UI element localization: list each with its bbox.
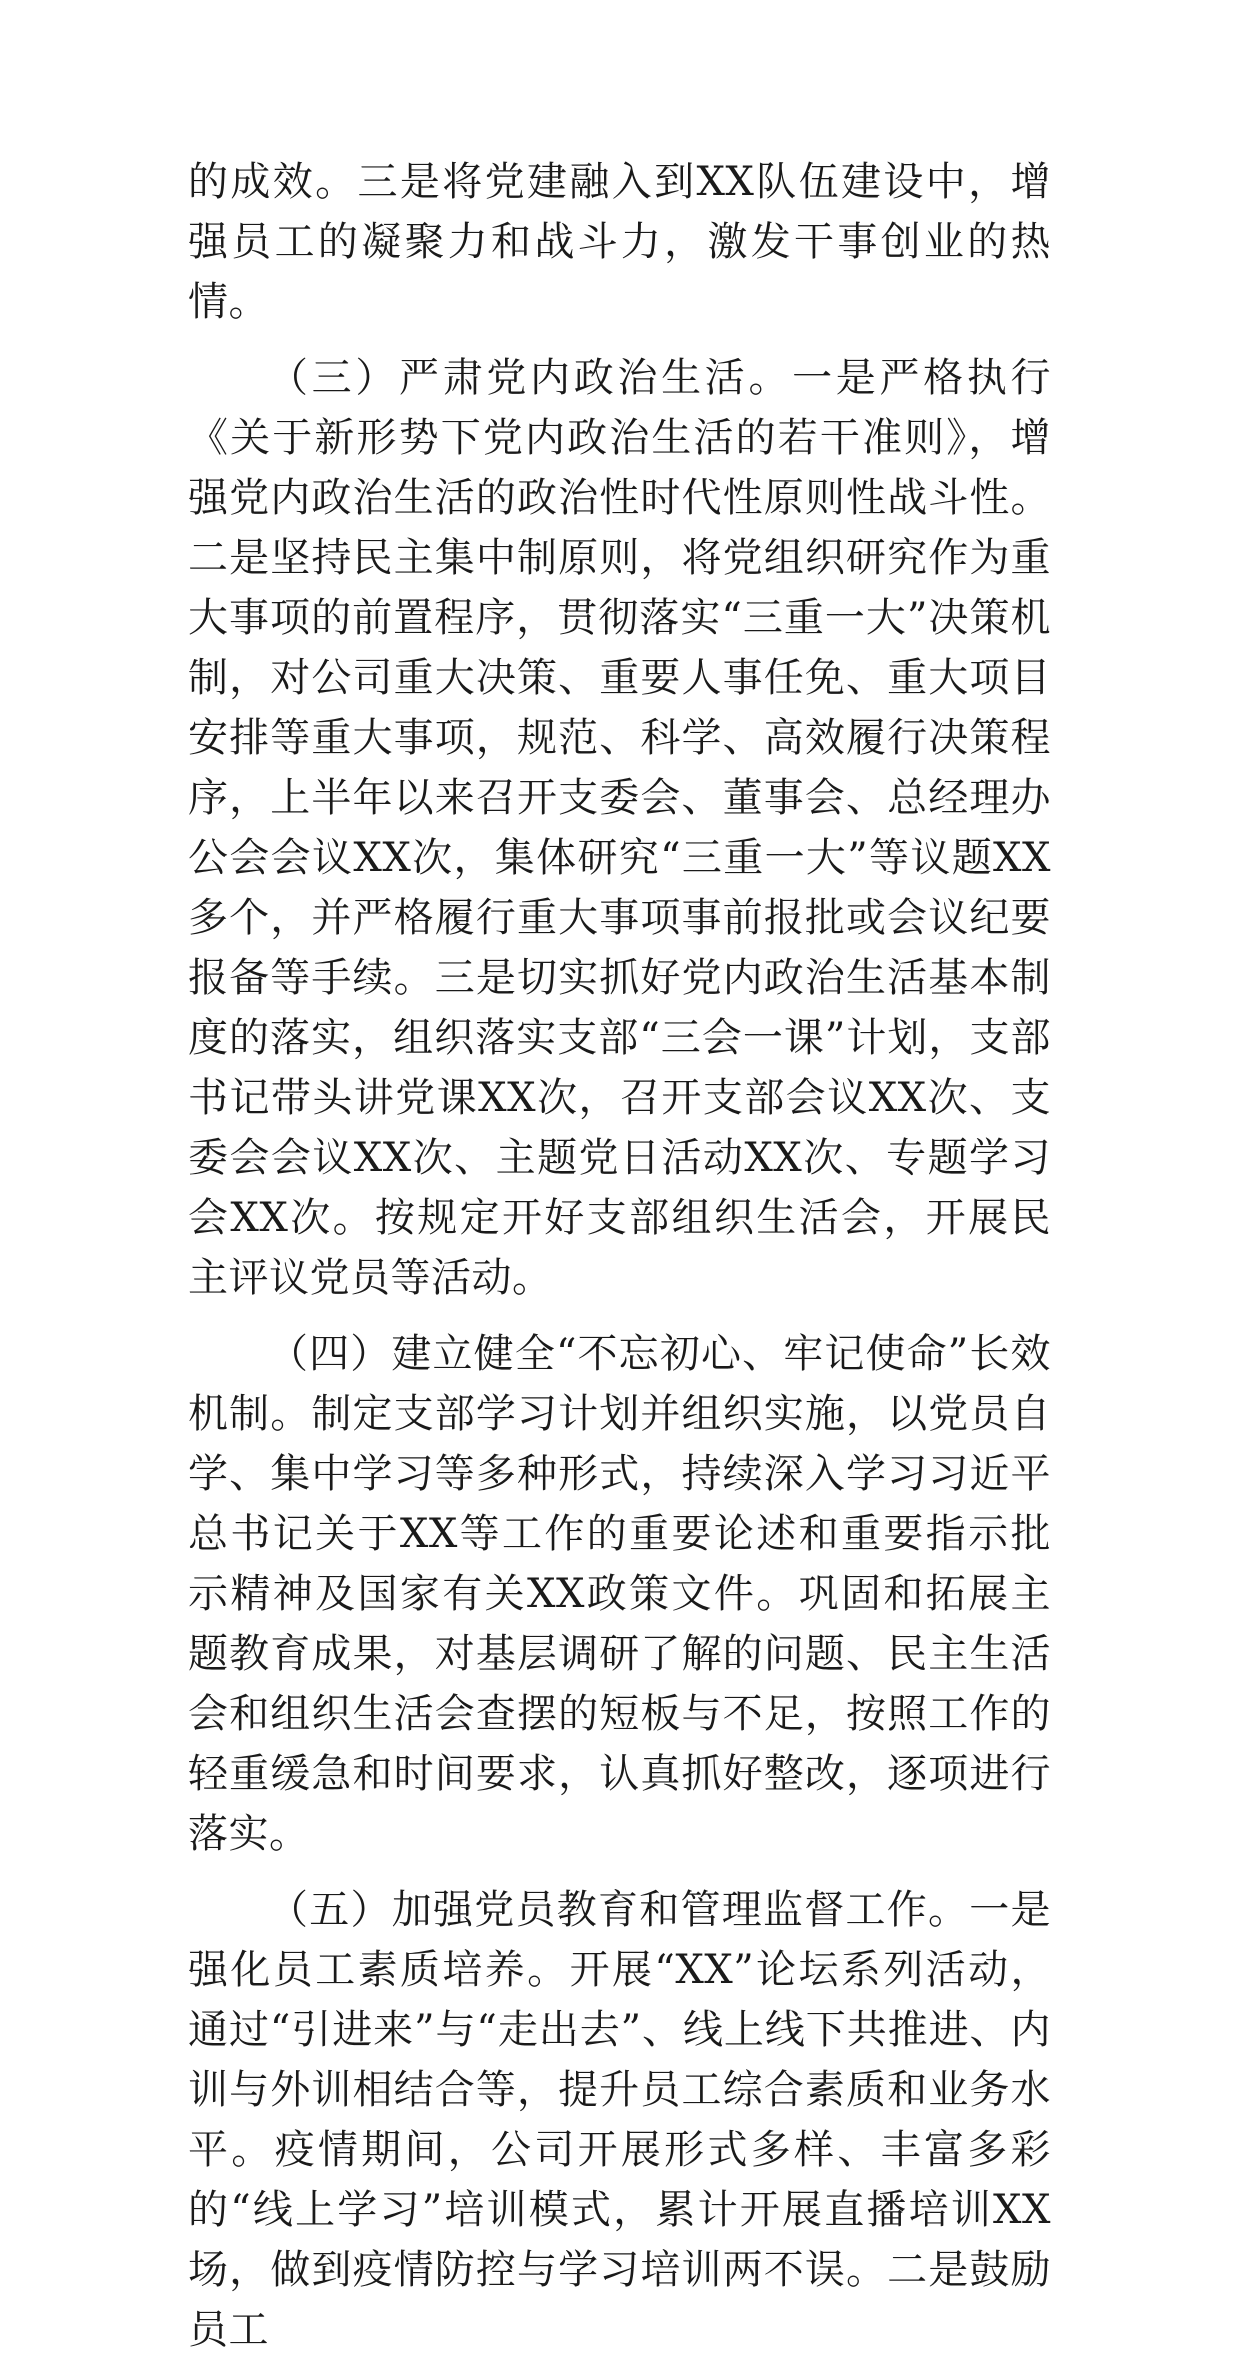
paragraph-section-4: （四）建立健全“不忘初心、牢记使命”长效机制。制定支部学习计划并组织实施，以党员自学、集中学习等多种形式，持续深入学习习近平总书记关于XX等工作的重要论述和重要指示批示精神及国家有关XX政策文件。巩固和拓展主题教育成果，对基层调研了解的问题、民主生活会和组织生活会查摆的短板与不足，按照工作的轻重缓急和时间要求，认真抓好整改，逐项进行落实。 [188,1331,1051,1857]
paragraph-section-5: （五）加强党员教育和管理监督工作。一是强化员工素质培养。开展“XX”论坛系列活动，通过“引进来”与“走出去”、线上线下共推进、内训与外训相结合等，提升员工综合素质和业务水平。疫情期间，公司开展形式多样、丰富多彩的“线上学习”培训模式，累计开展直播培训XX场，做到疫情防控与学习培训两不误。二是鼓励员工 [188,1887,1051,2353]
paragraph-continuation: 的成效。三是将党建融入到XX队伍建设中，增强员工的凝聚力和战斗力，激发干事创业的热情。 [188,159,1051,325]
paragraph-section-3: （三）严肃党内政治生活。一是严格执行《关于新形势下党内政治生活的若干准则》，增强党内政治生活的政治性时代性原则性战斗性。二是坚持民主集中制原则，将党组织研究作为重大事项的前置程序，贯彻落实“三重一大”决策机制，对公司重大决策、重要人事任免、重大项目安排等重大事项，规范、科学、高效履行决策程序，上半年以来召开支委会、董事会、总经理办公会会议XX次，集体研究“三重一大”等议题XX多个，并严格履行重大事项事前报批或会议纪要报备等手续。三是切实抓好党内政治生活基本制度的落实，组织落实支部“三会一课”计划，支部书记带头讲党课XX次，召开支部会议XX次、支委会会议XX次、主题党日活动XX次、专题学习会XX次。按规定开好支部组织生活会，开展民主评议党员等活动。 [188,355,1051,1301]
document-page [188,152,1051,2376]
